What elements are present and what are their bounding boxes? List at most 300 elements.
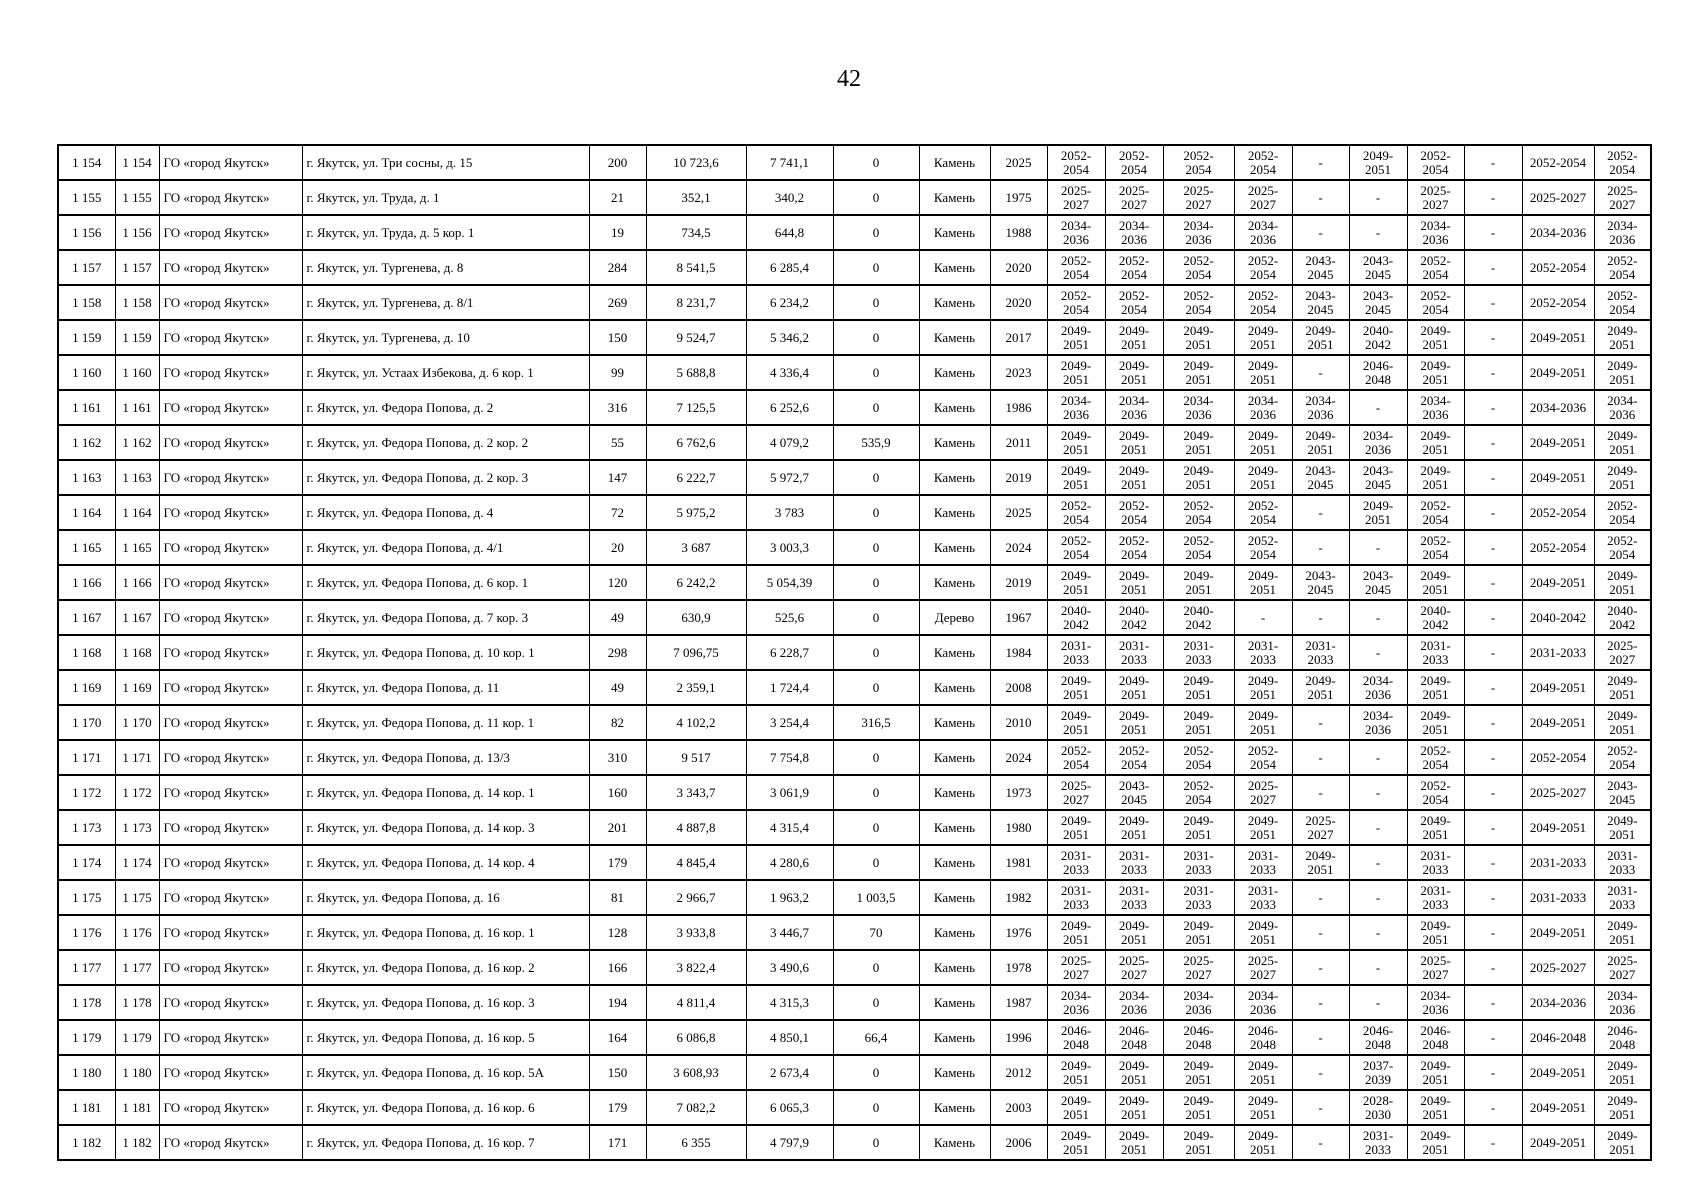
cell-period-6: - xyxy=(1349,775,1407,810)
cell-period-9: 2052-2054 xyxy=(1522,145,1594,180)
cell-living-area: 4 336,4 xyxy=(746,355,833,390)
cell-row-number: 1 176 xyxy=(58,915,115,950)
cell-period-1: 2031- 2033 xyxy=(1047,845,1105,880)
cell-period-9: 2025-2027 xyxy=(1522,950,1594,985)
cell-municipality: ГО «город Якутск» xyxy=(159,565,302,600)
cell-period-9: 2052-2054 xyxy=(1522,285,1594,320)
cell-period-1: 2034- 2036 xyxy=(1047,985,1105,1020)
cell-municipality: ГО «город Якутск» xyxy=(159,1020,302,1055)
cell-record-number: 1 159 xyxy=(115,320,159,355)
cell-period-1: 2049- 2051 xyxy=(1047,1125,1105,1160)
cell-record-number: 1 169 xyxy=(115,670,159,705)
cell-period-9: 2049-2051 xyxy=(1522,670,1594,705)
cell-row-number: 1 167 xyxy=(58,600,115,635)
cell-period-7: 2049- 2051 xyxy=(1407,320,1464,355)
cell-municipality: ГО «город Якутск» xyxy=(159,320,302,355)
cell-period-4: 2049- 2051 xyxy=(1234,705,1292,740)
page-number: 42 xyxy=(837,66,861,92)
cell-period-7: 2049- 2051 xyxy=(1407,565,1464,600)
cell-wall-material: Камень xyxy=(919,425,990,460)
cell-period-2: 2043- 2045 xyxy=(1105,775,1163,810)
cell-wall-material: Камень xyxy=(919,880,990,915)
cell-period-6: 2049- 2051 xyxy=(1349,145,1407,180)
cell-period-5: - xyxy=(1292,985,1349,1020)
cell-period-9: 2049-2051 xyxy=(1522,1055,1594,1090)
cell-period-5: - xyxy=(1292,1055,1349,1090)
cell-period-5: - xyxy=(1292,1125,1349,1160)
cell-record-number: 1 163 xyxy=(115,460,159,495)
cell-row-number: 1 180 xyxy=(58,1055,115,1090)
cell-period-3: 2052- 2054 xyxy=(1163,530,1234,565)
cell-period-8: - xyxy=(1464,1090,1522,1125)
cell-period-10: 2052- 2054 xyxy=(1594,530,1651,565)
cell-record-number: 1 165 xyxy=(115,530,159,565)
cell-living-area: 340,2 xyxy=(746,180,833,215)
cell-year: 1975 xyxy=(990,180,1047,215)
cell-total-area: 3 822,4 xyxy=(646,950,746,985)
cell-period-5: 2025- 2027 xyxy=(1292,810,1349,845)
cell-period-6: - xyxy=(1349,600,1407,635)
cell-period-8: - xyxy=(1464,285,1522,320)
cell-period-4: 2031- 2033 xyxy=(1234,880,1292,915)
cell-period-5: 2034- 2036 xyxy=(1292,390,1349,425)
cell-period-5: 2043- 2045 xyxy=(1292,250,1349,285)
cell-period-5: - xyxy=(1292,355,1349,390)
cell-period-7: 2049- 2051 xyxy=(1407,1055,1464,1090)
cell-living-area: 6 252,6 xyxy=(746,390,833,425)
cell-living-area: 5 054,39 xyxy=(746,565,833,600)
cell-residents: 49 xyxy=(589,670,646,705)
cell-row-number: 1 175 xyxy=(58,880,115,915)
cell-record-number: 1 156 xyxy=(115,215,159,250)
cell-period-2: 2034- 2036 xyxy=(1105,215,1163,250)
cell-period-6: - xyxy=(1349,915,1407,950)
table-row xyxy=(58,950,1651,985)
cell-period-2: 2052- 2054 xyxy=(1105,530,1163,565)
cell-record-number: 1 172 xyxy=(115,775,159,810)
cell-period-8: - xyxy=(1464,670,1522,705)
table-row xyxy=(58,1125,1651,1160)
cell-nonresidential-area: 66,4 xyxy=(833,1020,919,1055)
cell-period-2: 2040- 2042 xyxy=(1105,600,1163,635)
cell-period-7: 2049- 2051 xyxy=(1407,460,1464,495)
cell-period-8: - xyxy=(1464,250,1522,285)
cell-wall-material: Камень xyxy=(919,565,990,600)
cell-period-7: 2031- 2033 xyxy=(1407,635,1464,670)
cell-period-1: 2025- 2027 xyxy=(1047,950,1105,985)
cell-period-7: 2052- 2054 xyxy=(1407,250,1464,285)
cell-total-area: 4 887,8 xyxy=(646,810,746,845)
cell-period-7: 2031- 2033 xyxy=(1407,880,1464,915)
cell-record-number: 1 168 xyxy=(115,635,159,670)
cell-period-4: 2049- 2051 xyxy=(1234,670,1292,705)
table-row xyxy=(58,880,1651,915)
cell-period-2: 2049- 2051 xyxy=(1105,705,1163,740)
cell-period-9: 2049-2051 xyxy=(1522,425,1594,460)
cell-address: г. Якутск, ул. Тургенева, д. 8/1 xyxy=(302,285,589,320)
cell-wall-material: Камень xyxy=(919,145,990,180)
cell-period-10: 2040- 2042 xyxy=(1594,600,1651,635)
table-row xyxy=(58,460,1651,495)
cell-municipality: ГО «город Якутск» xyxy=(159,740,302,775)
cell-address: г. Якутск, ул. Федора Попова, д. 7 кор. 3 xyxy=(302,600,589,635)
cell-nonresidential-area: 0 xyxy=(833,740,919,775)
cell-row-number: 1 170 xyxy=(58,705,115,740)
cell-period-1: 2049- 2051 xyxy=(1047,670,1105,705)
cell-period-6: 2040- 2042 xyxy=(1349,320,1407,355)
cell-period-8: - xyxy=(1464,1020,1522,1055)
cell-period-8: - xyxy=(1464,600,1522,635)
table-row xyxy=(58,215,1651,250)
cell-period-3: 2049- 2051 xyxy=(1163,705,1234,740)
cell-period-8: - xyxy=(1464,180,1522,215)
cell-address: г. Якутск, ул. Три сосны, д. 15 xyxy=(302,145,589,180)
cell-residents: 128 xyxy=(589,915,646,950)
cell-period-3: 2052- 2054 xyxy=(1163,250,1234,285)
cell-total-area: 6 086,8 xyxy=(646,1020,746,1055)
cell-municipality: ГО «город Якутск» xyxy=(159,145,302,180)
cell-municipality: ГО «город Якутск» xyxy=(159,775,302,810)
cell-living-area: 644,8 xyxy=(746,215,833,250)
cell-row-number: 1 157 xyxy=(58,250,115,285)
cell-period-5: - xyxy=(1292,740,1349,775)
cell-period-3: 2031- 2033 xyxy=(1163,845,1234,880)
cell-nonresidential-area: 0 xyxy=(833,390,919,425)
cell-period-5: - xyxy=(1292,915,1349,950)
cell-year: 1967 xyxy=(990,600,1047,635)
cell-wall-material: Камень xyxy=(919,495,990,530)
cell-nonresidential-area: 0 xyxy=(833,1090,919,1125)
cell-year: 2020 xyxy=(990,285,1047,320)
cell-wall-material: Дерево xyxy=(919,600,990,635)
cell-period-8: - xyxy=(1464,495,1522,530)
cell-address: г. Якутск, ул. Федора Попова, д. 16 кор. 7 xyxy=(302,1125,589,1160)
cell-address: г. Якутск, ул. Тургенева, д. 10 xyxy=(302,320,589,355)
cell-period-2: 2049- 2051 xyxy=(1105,565,1163,600)
cell-wall-material: Камень xyxy=(919,530,990,565)
cell-period-4: 2025- 2027 xyxy=(1234,180,1292,215)
cell-period-2: 2049- 2051 xyxy=(1105,425,1163,460)
cell-residents: 55 xyxy=(589,425,646,460)
cell-period-6: 2028- 2030 xyxy=(1349,1090,1407,1125)
cell-period-10: 2049- 2051 xyxy=(1594,810,1651,845)
cell-period-2: 2052- 2054 xyxy=(1105,250,1163,285)
cell-residents: 269 xyxy=(589,285,646,320)
cell-period-3: 2046- 2048 xyxy=(1163,1020,1234,1055)
table-row xyxy=(58,845,1651,880)
cell-nonresidential-area: 0 xyxy=(833,460,919,495)
cell-period-3: 2052- 2054 xyxy=(1163,740,1234,775)
cell-period-8: - xyxy=(1464,355,1522,390)
cell-address: г. Якутск, ул. Федора Попова, д. 13/3 xyxy=(302,740,589,775)
cell-period-4: 2046- 2048 xyxy=(1234,1020,1292,1055)
cell-period-7: 2034- 2036 xyxy=(1407,985,1464,1020)
cell-total-area: 10 723,6 xyxy=(646,145,746,180)
cell-period-3: 2034- 2036 xyxy=(1163,215,1234,250)
cell-municipality: ГО «город Якутск» xyxy=(159,670,302,705)
cell-period-4: 2049- 2051 xyxy=(1234,425,1292,460)
cell-wall-material: Камень xyxy=(919,390,990,425)
cell-period-7: 2049- 2051 xyxy=(1407,1125,1464,1160)
cell-period-10: 2049- 2051 xyxy=(1594,355,1651,390)
cell-row-number: 1 181 xyxy=(58,1090,115,1125)
cell-municipality: ГО «город Якутск» xyxy=(159,915,302,950)
cell-period-6: 2043- 2045 xyxy=(1349,285,1407,320)
cell-period-9: 2049-2051 xyxy=(1522,460,1594,495)
cell-nonresidential-area: 0 xyxy=(833,215,919,250)
cell-residents: 99 xyxy=(589,355,646,390)
table-row xyxy=(58,915,1651,950)
cell-residents: 179 xyxy=(589,1090,646,1125)
cell-record-number: 1 182 xyxy=(115,1125,159,1160)
cell-period-4: 2031- 2033 xyxy=(1234,845,1292,880)
cell-total-area: 4 811,4 xyxy=(646,985,746,1020)
cell-period-8: - xyxy=(1464,530,1522,565)
cell-period-8: - xyxy=(1464,635,1522,670)
cell-address: г. Якутск, ул. Федора Попова, д. 16 кор. 2 xyxy=(302,950,589,985)
cell-address: г. Якутск, ул. Федора Попова, д. 16 кор. 3 xyxy=(302,985,589,1020)
cell-period-9: 2049-2051 xyxy=(1522,565,1594,600)
cell-wall-material: Камень xyxy=(919,670,990,705)
cell-period-1: 2052- 2054 xyxy=(1047,145,1105,180)
cell-year: 1988 xyxy=(990,215,1047,250)
cell-period-7: 2049- 2051 xyxy=(1407,705,1464,740)
cell-period-3: 2025- 2027 xyxy=(1163,950,1234,985)
cell-nonresidential-area: 70 xyxy=(833,915,919,950)
table-row xyxy=(58,1090,1651,1125)
cell-living-area: 7 741,1 xyxy=(746,145,833,180)
cell-residents: 20 xyxy=(589,530,646,565)
cell-period-10: 2052- 2054 xyxy=(1594,285,1651,320)
cell-row-number: 1 156 xyxy=(58,215,115,250)
cell-period-6: 2034- 2036 xyxy=(1349,705,1407,740)
cell-period-1: 2052- 2054 xyxy=(1047,495,1105,530)
cell-period-1: 2052- 2054 xyxy=(1047,250,1105,285)
cell-period-6: 2043- 2045 xyxy=(1349,460,1407,495)
cell-period-10: 2052- 2054 xyxy=(1594,145,1651,180)
cell-period-3: 2052- 2054 xyxy=(1163,495,1234,530)
cell-municipality: ГО «город Якутск» xyxy=(159,845,302,880)
cell-period-2: 2049- 2051 xyxy=(1105,915,1163,950)
cell-nonresidential-area: 0 xyxy=(833,810,919,845)
cell-municipality: ГО «город Якутск» xyxy=(159,600,302,635)
cell-year: 2017 xyxy=(990,320,1047,355)
cell-record-number: 1 174 xyxy=(115,845,159,880)
cell-period-1: 2031- 2033 xyxy=(1047,880,1105,915)
cell-municipality: ГО «город Якутск» xyxy=(159,1055,302,1090)
cell-residents: 194 xyxy=(589,985,646,1020)
cell-living-area: 1 963,2 xyxy=(746,880,833,915)
cell-period-1: 2025- 2027 xyxy=(1047,180,1105,215)
cell-total-area: 3 608,93 xyxy=(646,1055,746,1090)
cell-period-7: 2052- 2054 xyxy=(1407,145,1464,180)
cell-period-5: - xyxy=(1292,1020,1349,1055)
cell-total-area: 7 082,2 xyxy=(646,1090,746,1125)
cell-period-2: 2025- 2027 xyxy=(1105,180,1163,215)
cell-year: 2003 xyxy=(990,1090,1047,1125)
cell-period-6: - xyxy=(1349,845,1407,880)
cell-year: 1996 xyxy=(990,1020,1047,1055)
cell-row-number: 1 169 xyxy=(58,670,115,705)
cell-period-7: 2049- 2051 xyxy=(1407,355,1464,390)
cell-period-6: 2031- 2033 xyxy=(1349,1125,1407,1160)
cell-period-6: 2043- 2045 xyxy=(1349,250,1407,285)
cell-row-number: 1 158 xyxy=(58,285,115,320)
cell-period-9: 2031-2033 xyxy=(1522,880,1594,915)
cell-period-8: - xyxy=(1464,810,1522,845)
cell-total-area: 8 231,7 xyxy=(646,285,746,320)
cell-address: г. Якутск, ул. Федора Попова, д. 16 кор. 5 xyxy=(302,1020,589,1055)
cell-municipality: ГО «город Якутск» xyxy=(159,950,302,985)
cell-record-number: 1 173 xyxy=(115,810,159,845)
cell-period-5: 2031- 2033 xyxy=(1292,635,1349,670)
cell-total-area: 630,9 xyxy=(646,600,746,635)
cell-period-5: - xyxy=(1292,950,1349,985)
cell-year: 1976 xyxy=(990,915,1047,950)
cell-total-area: 4 102,2 xyxy=(646,705,746,740)
cell-period-6: - xyxy=(1349,950,1407,985)
cell-period-7: 2049- 2051 xyxy=(1407,810,1464,845)
cell-row-number: 1 174 xyxy=(58,845,115,880)
cell-period-1: 2052- 2054 xyxy=(1047,740,1105,775)
cell-address: г. Якутск, ул. Труда, д. 5 кор. 1 xyxy=(302,215,589,250)
cell-period-4: 2049- 2051 xyxy=(1234,810,1292,845)
cell-period-8: - xyxy=(1464,985,1522,1020)
table-row xyxy=(58,635,1651,670)
cell-period-5: - xyxy=(1292,705,1349,740)
cell-residents: 82 xyxy=(589,705,646,740)
cell-period-8: - xyxy=(1464,565,1522,600)
cell-year: 2025 xyxy=(990,495,1047,530)
cell-municipality: ГО «город Якутск» xyxy=(159,880,302,915)
cell-period-10: 2034- 2036 xyxy=(1594,215,1651,250)
cell-row-number: 1 182 xyxy=(58,1125,115,1160)
cell-nonresidential-area: 0 xyxy=(833,285,919,320)
cell-period-2: 2025- 2027 xyxy=(1105,950,1163,985)
cell-living-area: 4 079,2 xyxy=(746,425,833,460)
cell-period-1: 2049- 2051 xyxy=(1047,320,1105,355)
cell-period-1: 2046- 2048 xyxy=(1047,1020,1105,1055)
cell-period-8: - xyxy=(1464,145,1522,180)
cell-period-1: 2049- 2051 xyxy=(1047,705,1105,740)
cell-residents: 150 xyxy=(589,320,646,355)
cell-period-10: 2034- 2036 xyxy=(1594,390,1651,425)
cell-period-7: 2046- 2048 xyxy=(1407,1020,1464,1055)
cell-row-number: 1 165 xyxy=(58,530,115,565)
cell-municipality: ГО «город Якутск» xyxy=(159,530,302,565)
cell-living-area: 4 315,4 xyxy=(746,810,833,845)
cell-period-8: - xyxy=(1464,705,1522,740)
cell-period-7: 2052- 2054 xyxy=(1407,285,1464,320)
cell-residents: 200 xyxy=(589,145,646,180)
cell-wall-material: Камень xyxy=(919,1125,990,1160)
cell-living-area: 1 724,4 xyxy=(746,670,833,705)
cell-year: 1984 xyxy=(990,635,1047,670)
cell-year: 2025 xyxy=(990,145,1047,180)
cell-residents: 284 xyxy=(589,250,646,285)
cell-wall-material: Камень xyxy=(919,215,990,250)
cell-period-10: 2034- 2036 xyxy=(1594,985,1651,1020)
cell-residents: 171 xyxy=(589,1125,646,1160)
cell-row-number: 1 160 xyxy=(58,355,115,390)
cell-period-4: 2034- 2036 xyxy=(1234,215,1292,250)
cell-period-9: 2049-2051 xyxy=(1522,1090,1594,1125)
cell-period-8: - xyxy=(1464,425,1522,460)
cell-period-7: 2025- 2027 xyxy=(1407,950,1464,985)
cell-period-2: 2031- 2033 xyxy=(1105,880,1163,915)
cell-period-6: - xyxy=(1349,985,1407,1020)
cell-period-3: 2049- 2051 xyxy=(1163,320,1234,355)
cell-record-number: 1 162 xyxy=(115,425,159,460)
cell-living-area: 525,6 xyxy=(746,600,833,635)
cell-living-area: 3 061,9 xyxy=(746,775,833,810)
cell-period-9: 2049-2051 xyxy=(1522,915,1594,950)
cell-address: г. Якутск, ул. Федора Попова, д. 16 кор. 5А xyxy=(302,1055,589,1090)
cell-period-6: - xyxy=(1349,215,1407,250)
cell-address: г. Якутск, ул. Федора Попова, д. 10 кор. 1 xyxy=(302,635,589,670)
cell-year: 2012 xyxy=(990,1055,1047,1090)
cell-row-number: 1 179 xyxy=(58,1020,115,1055)
cell-address: г. Якутск, ул. Федора Попова, д. 11 xyxy=(302,670,589,705)
cell-municipality: ГО «город Якутск» xyxy=(159,705,302,740)
cell-period-9: 2034-2036 xyxy=(1522,215,1594,250)
cell-period-7: 2052- 2054 xyxy=(1407,495,1464,530)
cell-period-3: 2025- 2027 xyxy=(1163,180,1234,215)
cell-living-area: 4 315,3 xyxy=(746,985,833,1020)
cell-period-1: 2025- 2027 xyxy=(1047,775,1105,810)
cell-period-2: 2049- 2051 xyxy=(1105,355,1163,390)
cell-period-9: 2049-2051 xyxy=(1522,705,1594,740)
cell-period-7: 2049- 2051 xyxy=(1407,670,1464,705)
cell-period-9: 2025-2027 xyxy=(1522,180,1594,215)
cell-wall-material: Камень xyxy=(919,180,990,215)
cell-residents: 201 xyxy=(589,810,646,845)
cell-period-8: - xyxy=(1464,845,1522,880)
cell-record-number: 1 175 xyxy=(115,880,159,915)
cell-period-2: 2049- 2051 xyxy=(1105,320,1163,355)
cell-record-number: 1 167 xyxy=(115,600,159,635)
cell-nonresidential-area: 0 xyxy=(833,985,919,1020)
cell-nonresidential-area: 0 xyxy=(833,320,919,355)
cell-row-number: 1 177 xyxy=(58,950,115,985)
cell-total-area: 6 762,6 xyxy=(646,425,746,460)
cell-row-number: 1 159 xyxy=(58,320,115,355)
cell-period-1: 2049- 2051 xyxy=(1047,1055,1105,1090)
cell-period-3: 2049- 2051 xyxy=(1163,425,1234,460)
cell-period-7: 2034- 2036 xyxy=(1407,390,1464,425)
cell-wall-material: Камень xyxy=(919,1055,990,1090)
cell-period-4: 2052- 2054 xyxy=(1234,495,1292,530)
cell-municipality: ГО «город Якутск» xyxy=(159,495,302,530)
cell-residents: 160 xyxy=(589,775,646,810)
cell-period-2: 2052- 2054 xyxy=(1105,495,1163,530)
cell-period-2: 2049- 2051 xyxy=(1105,810,1163,845)
cell-address: г. Якутск, ул. Федора Попова, д. 16 кор. 6 xyxy=(302,1090,589,1125)
cell-residents: 310 xyxy=(589,740,646,775)
cell-period-9: 2049-2051 xyxy=(1522,1125,1594,1160)
cell-year: 2019 xyxy=(990,565,1047,600)
cell-period-7: 2025- 2027 xyxy=(1407,180,1464,215)
table-row xyxy=(58,565,1651,600)
cell-period-10: 2052- 2054 xyxy=(1594,495,1651,530)
cell-address: г. Якутск, ул. Федора Попова, д. 2 кор. 2 xyxy=(302,425,589,460)
cell-total-area: 8 541,5 xyxy=(646,250,746,285)
cell-total-area: 7 125,5 xyxy=(646,390,746,425)
cell-period-1: 2049- 2051 xyxy=(1047,810,1105,845)
cell-period-2: 2052- 2054 xyxy=(1105,145,1163,180)
cell-period-6: 2049- 2051 xyxy=(1349,495,1407,530)
cell-period-6: - xyxy=(1349,635,1407,670)
